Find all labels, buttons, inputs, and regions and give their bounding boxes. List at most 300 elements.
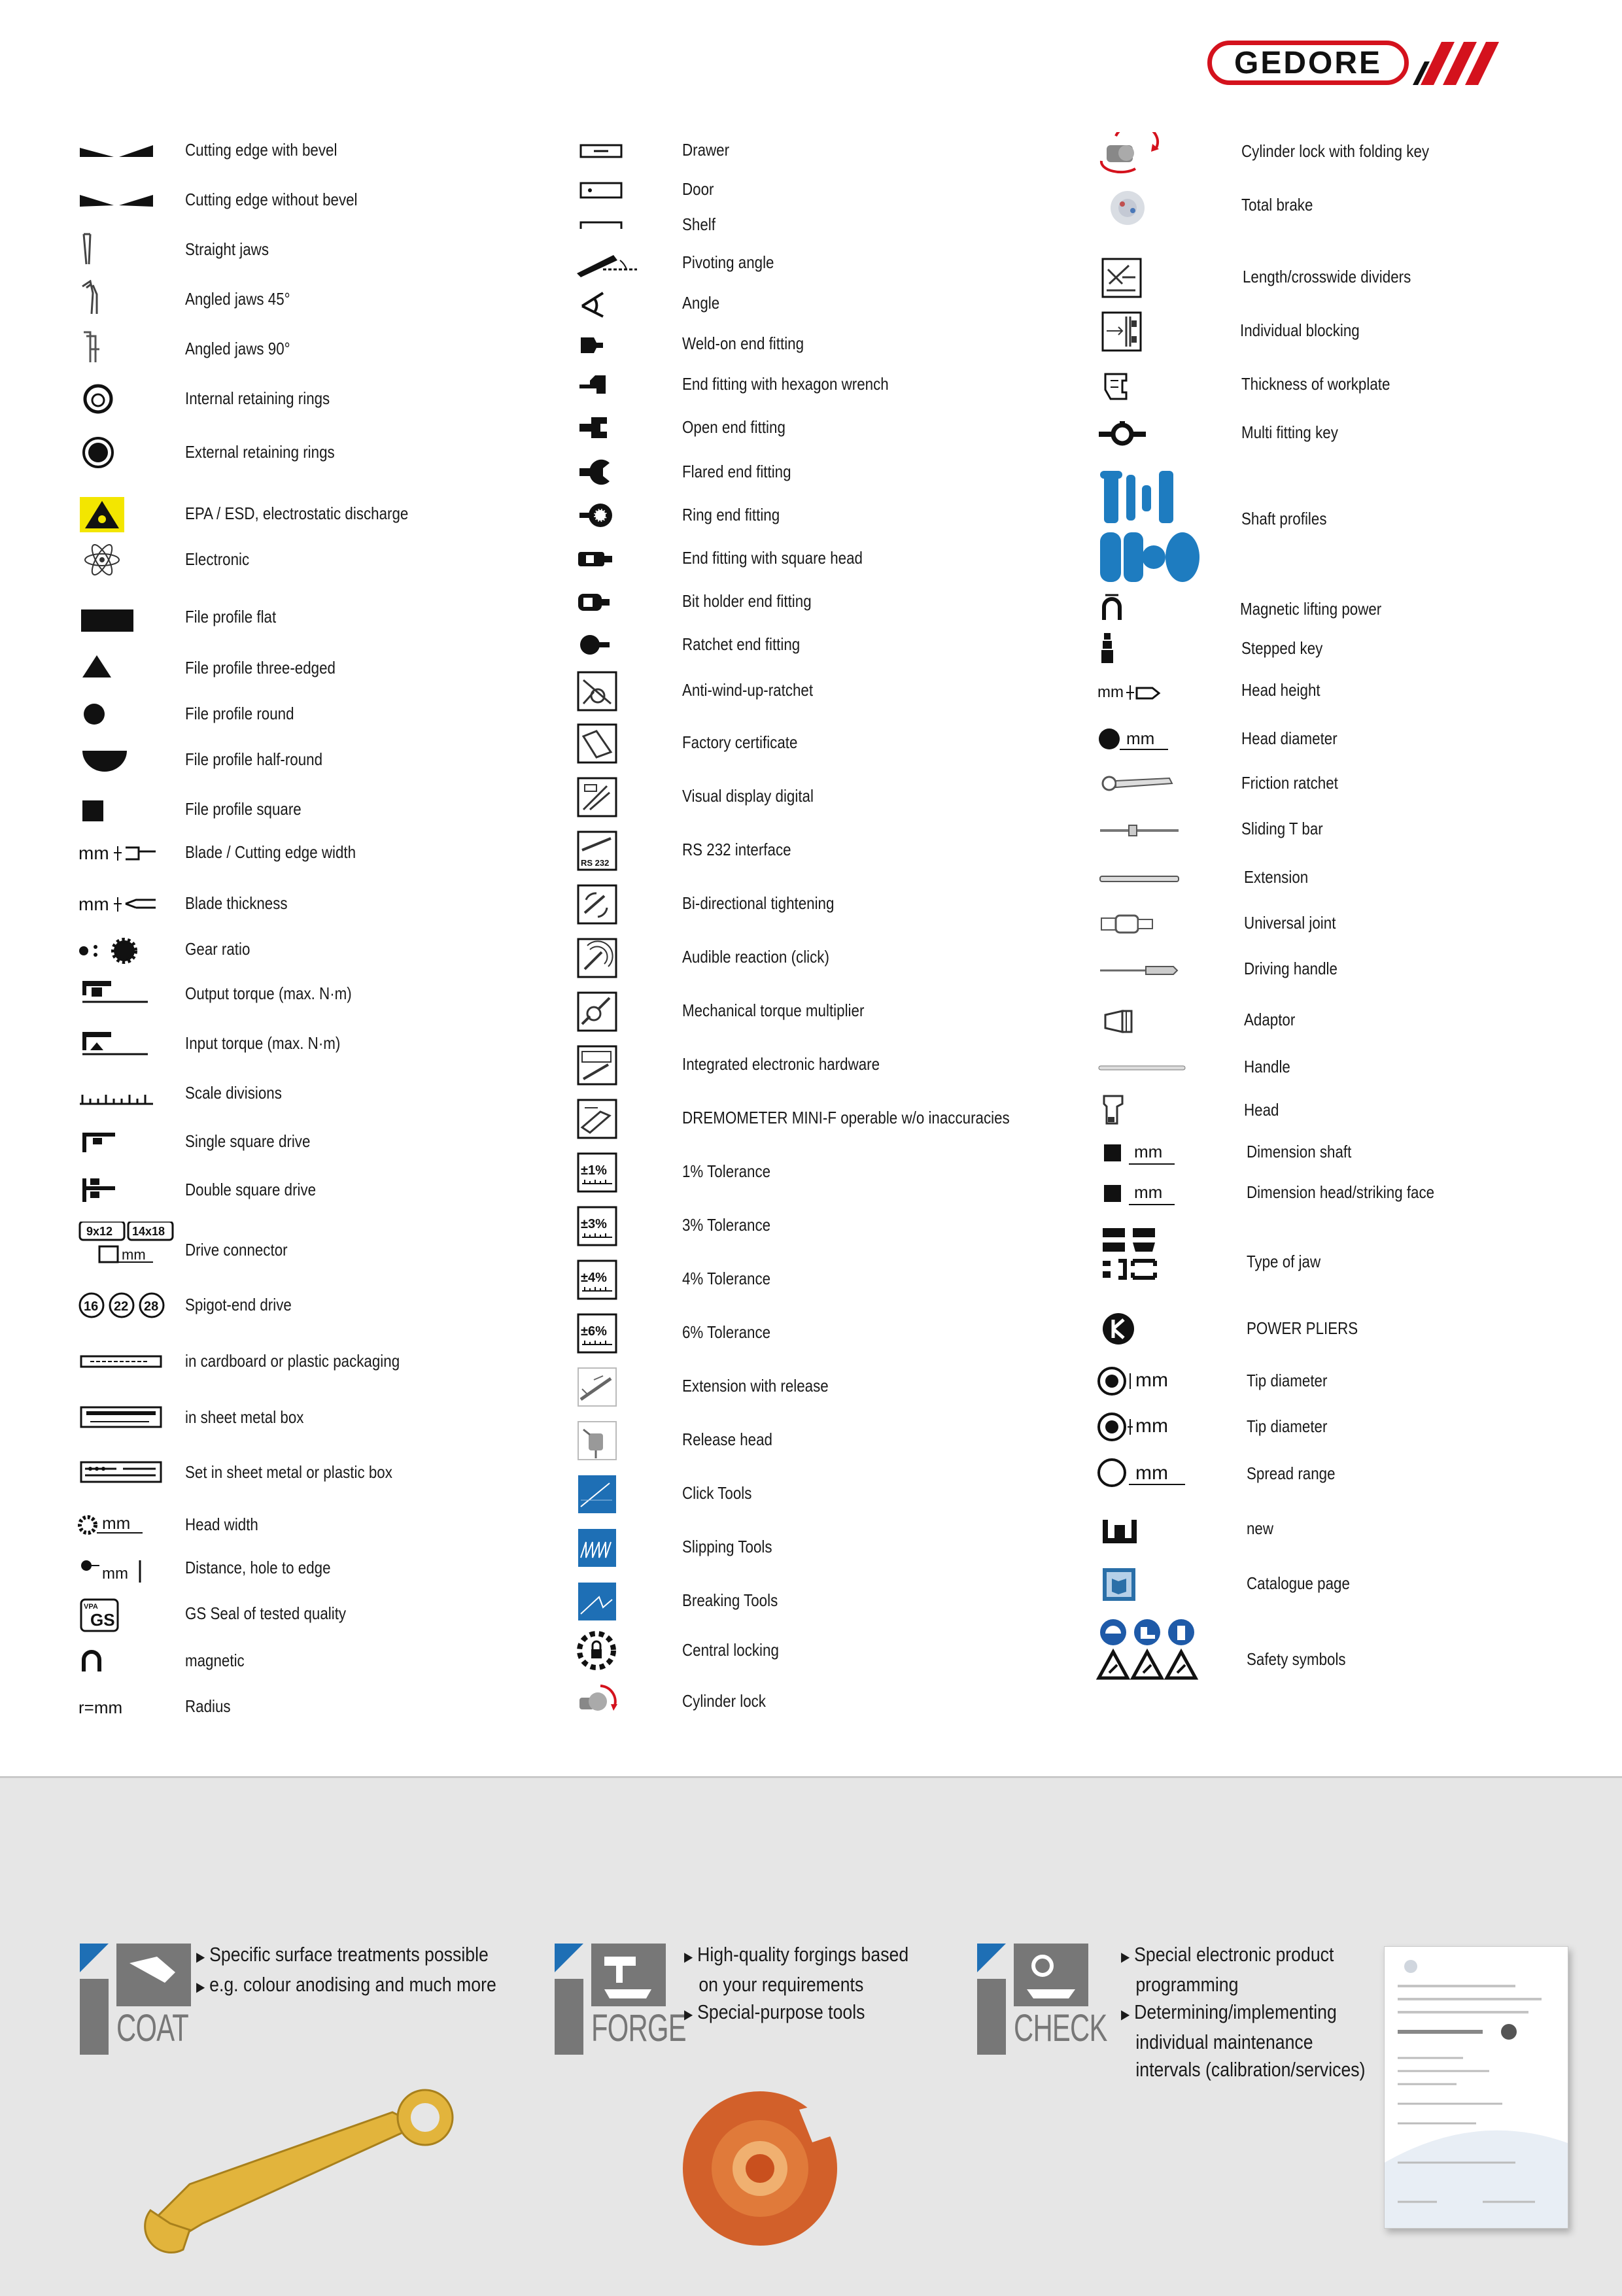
legend-label: Double square drive	[185, 1180, 317, 1199]
bit-holder-icon	[574, 582, 640, 621]
forged-disc-image	[668, 2083, 865, 2253]
legend-row	[574, 777, 1071, 816]
legend-label: Drive connector	[185, 1240, 288, 1259]
legend-label: 1% Tolerance	[682, 1161, 771, 1181]
legend-label: Sliding T bar	[1241, 819, 1323, 838]
legend-row	[77, 884, 574, 923]
angled-jaws-90-icon	[77, 330, 143, 369]
legend-row	[1096, 629, 1593, 668]
bidirectional-icon	[574, 884, 640, 923]
legend-row	[574, 496, 1071, 535]
central-lock-icon	[574, 1631, 640, 1670]
legend-row	[1096, 764, 1593, 803]
bullet-item: programming	[1135, 1973, 1239, 1996]
legend-row	[77, 930, 574, 969]
rs232-icon	[574, 831, 640, 870]
tolerance-tag: ±1%	[581, 1163, 607, 1178]
mm-label: mm	[1097, 683, 1124, 701]
dividers-icon	[1096, 258, 1162, 297]
legend-row	[77, 740, 574, 780]
legend-label: Blade thickness	[185, 893, 288, 913]
legend-row	[1096, 1048, 1593, 1087]
mm-label: mm	[1126, 728, 1155, 748]
legend-row	[574, 1420, 1071, 1460]
legend-row	[77, 230, 574, 269]
tolerance-tag: ±3%	[581, 1217, 607, 1231]
legend-label: RS 232 interface	[682, 840, 791, 859]
legend-label: Factory certificate	[682, 732, 798, 752]
legend-row	[1096, 1362, 1593, 1401]
check-badge	[977, 1944, 1107, 2055]
coat-word: COAT	[116, 2007, 189, 2049]
legend-label: Multi fitting key	[1241, 422, 1338, 442]
legend-label: Individual blocking	[1240, 320, 1360, 340]
legend-label: Flared end fitting	[682, 462, 791, 481]
external-ring-icon	[77, 433, 143, 472]
legend-row	[77, 1222, 574, 1261]
flared-end-icon	[574, 453, 640, 492]
legend-label: Anti-wind-up-ratchet	[682, 680, 814, 700]
legend-row	[1096, 1509, 1593, 1549]
forge-bullets	[684, 1941, 945, 2029]
legend-label: in sheet metal box	[185, 1407, 304, 1427]
blocking-icon	[1096, 311, 1162, 351]
legend-label: Total brake	[1241, 195, 1313, 214]
head-icon	[1096, 1091, 1162, 1130]
size-label: 9x12	[86, 1225, 113, 1238]
legend-label: Head	[1244, 1100, 1279, 1120]
legend-row	[77, 1171, 574, 1210]
head-diameter-icon	[1096, 719, 1162, 759]
legend-row	[77, 379, 574, 419]
legend-label: DREMOMETER MINI-F operable w/o inaccuracies	[682, 1108, 1010, 1127]
click-tools-icon	[574, 1474, 640, 1513]
legend-label: magnetic	[185, 1651, 245, 1670]
legend-row	[77, 649, 574, 688]
gs-seal-icon	[77, 1594, 143, 1634]
single-drive-icon	[77, 1122, 143, 1161]
legend-row	[77, 694, 574, 734]
audible-icon	[574, 938, 640, 977]
legend-row	[574, 1259, 1071, 1299]
legend-label: POWER PLIERS	[1247, 1318, 1358, 1338]
bullet-item: ▶ Special-purpose tools	[684, 2000, 865, 2023]
extension-icon	[1096, 858, 1162, 897]
mm-label: mm	[1135, 1369, 1168, 1391]
legend-label: Tip diameter	[1247, 1371, 1328, 1390]
legend-label: Ring end fitting	[682, 505, 780, 524]
legend-row	[574, 1313, 1071, 1352]
mm-label: mm	[102, 1565, 128, 1583]
legend-label: File profile three-edged	[185, 658, 336, 677]
legend-label: Adaptor	[1244, 1010, 1296, 1029]
legend-label: Angled jaws 45°	[185, 289, 290, 309]
angled-jaws-45-icon	[77, 280, 143, 319]
magnet-lift-icon	[1096, 590, 1162, 629]
legend-row	[77, 598, 574, 637]
legend-label: Visual display digital	[682, 786, 814, 806]
legend-row	[574, 205, 1071, 245]
legend-row	[574, 1367, 1071, 1406]
legend-row	[574, 539, 1071, 578]
legend-label: Slipping Tools	[682, 1537, 772, 1556]
catalogue-icon	[1096, 1564, 1162, 1603]
legend-label: Pivoting angle	[682, 252, 774, 272]
legend-label: Dimension shaft	[1247, 1142, 1352, 1161]
mm-label: mm	[122, 1246, 146, 1263]
legend-row	[574, 1631, 1071, 1670]
legend-label: Mechanical torque multiplier	[682, 1001, 865, 1020]
legend-row	[1096, 1133, 1593, 1172]
mm-label: mm	[1135, 1462, 1168, 1484]
tolerance-1-icon	[574, 1152, 640, 1191]
legend-row	[574, 938, 1071, 977]
legend-row	[1096, 1228, 1593, 1271]
weld-on-icon	[574, 324, 640, 364]
legend-row	[77, 1594, 574, 1634]
legend-label: End fitting with hexagon wrench	[682, 374, 889, 394]
total-brake-icon	[1096, 186, 1162, 225]
legend-row	[77, 433, 574, 472]
tolerance-3-icon	[574, 1206, 640, 1245]
hardware-icon	[574, 1045, 640, 1084]
legend-label: Angle	[682, 293, 720, 313]
cylinder-lock-icon	[574, 1682, 640, 1721]
legend-label: Integrated electronic hardware	[682, 1054, 880, 1074]
scale-icon	[77, 1074, 143, 1113]
legend-label: Head width	[185, 1515, 258, 1534]
legend-label: Spread range	[1247, 1464, 1336, 1483]
legend-label: Set in sheet metal or plastic box	[185, 1462, 392, 1482]
tolerance-tag: ±6%	[581, 1324, 607, 1339]
logo-wordmark: GEDORE	[1234, 45, 1383, 80]
legend-row	[574, 1474, 1071, 1513]
legend-label: Safety symbols	[1247, 1649, 1346, 1669]
legend-row	[574, 243, 1071, 283]
legend-row	[574, 1045, 1071, 1084]
certificate-icon	[574, 723, 640, 762]
legend-row	[77, 1342, 574, 1381]
legend-label: Angled jaws 90°	[185, 339, 290, 358]
legend-label: Ratchet end fitting	[682, 634, 801, 654]
tolerance-4-icon	[574, 1259, 640, 1299]
legend-row	[1096, 858, 1593, 897]
cardboard-box-icon	[77, 1342, 143, 1381]
legend-label: Magnetic lifting power	[1240, 599, 1382, 619]
bullet-item: ▶ e.g. colour anodising and much more	[196, 1973, 496, 1996]
legend-row	[574, 1528, 1071, 1567]
legend-label: Gear ratio	[185, 939, 250, 959]
drawer-icon	[574, 131, 640, 170]
angle-icon	[574, 284, 640, 323]
legend-row	[1096, 365, 1593, 404]
legend-label: Electronic	[185, 549, 250, 569]
legend-row	[1096, 1309, 1593, 1348]
legend-label: Output torque (max. N·m)	[185, 984, 352, 1003]
legend-label: Head height	[1241, 680, 1320, 700]
gs-label: GS	[90, 1610, 115, 1630]
legend-row	[574, 365, 1071, 404]
spigot-size-label: 22	[114, 1299, 129, 1314]
mm-label: mm	[1135, 1415, 1168, 1437]
legend-row	[77, 180, 574, 220]
legend-row	[1096, 810, 1593, 849]
legend-label: Cutting edge without bevel	[185, 190, 358, 209]
legend-row	[574, 625, 1071, 664]
legend-label: Stepped key	[1241, 638, 1323, 658]
legend-row	[574, 1206, 1071, 1245]
legend-row	[1096, 186, 1593, 225]
legend-row	[574, 671, 1071, 710]
file-square-icon	[77, 790, 143, 829]
legend-label: Dimension head/striking face	[1247, 1182, 1435, 1202]
legend-row	[574, 131, 1071, 170]
check-word: CHECK	[1014, 2007, 1107, 2049]
legend-row	[574, 1682, 1071, 1721]
ratchet-end-icon	[574, 625, 640, 664]
legend-label: Friction ratchet	[1241, 773, 1338, 793]
legend-row	[77, 974, 574, 1014]
legend-label: End fitting with square head	[682, 548, 863, 568]
breaking-tools-icon	[574, 1581, 640, 1620]
legend-label: Extension	[1244, 867, 1309, 887]
workplate-icon	[1096, 365, 1162, 404]
legend-row	[1096, 1617, 1593, 1669]
legend-label: 4% Tolerance	[682, 1269, 771, 1288]
legend-label: Straight jaws	[185, 239, 269, 259]
double-drive-icon	[77, 1171, 143, 1210]
internal-ring-icon	[77, 379, 143, 419]
slipping-tools-icon	[574, 1528, 640, 1567]
legend-label: File profile half-round	[185, 749, 323, 769]
legend-row	[1096, 413, 1593, 453]
legend-label: Release head	[682, 1430, 773, 1449]
legend-label: Radius	[185, 1696, 231, 1716]
legend-row	[77, 1687, 574, 1726]
output-torque-icon	[77, 974, 143, 1014]
legend-row	[574, 884, 1071, 923]
display-icon	[574, 777, 640, 816]
legend-row	[1096, 1173, 1593, 1212]
magnet-icon	[77, 1641, 143, 1681]
legend-label: Type of jaw	[1247, 1252, 1321, 1271]
dimension-shaft-icon	[1096, 1133, 1162, 1172]
power-pliers-icon	[1096, 1309, 1162, 1348]
legend-label: Input torque (max. N·m)	[185, 1033, 341, 1053]
mm-label: mm	[1134, 1142, 1163, 1161]
legend-row	[574, 170, 1071, 209]
legend-label: Single square drive	[185, 1131, 311, 1151]
legend-label: Blade / Cutting edge width	[185, 842, 356, 862]
gold-wrench-image	[144, 2086, 510, 2256]
legend-row	[1096, 590, 1593, 629]
legend-row	[574, 284, 1071, 323]
legend-row	[77, 1024, 574, 1063]
legend-label: Extension with release	[682, 1376, 829, 1396]
legend-label: Bit holder end fitting	[682, 591, 812, 611]
extension-release-icon	[574, 1367, 640, 1406]
bullet-item: ▶ Special electronic product	[1121, 1943, 1334, 1966]
legend-row	[1096, 1407, 1593, 1447]
door-icon	[574, 170, 640, 209]
multi-key-icon	[1096, 413, 1162, 453]
input-torque-icon	[77, 1024, 143, 1063]
legend-label: 3% Tolerance	[682, 1215, 771, 1235]
gedore-logo	[1207, 38, 1500, 89]
bullet-item: ▶ Determining/implementing	[1121, 2000, 1337, 2023]
radius-label: r=mm	[78, 1698, 123, 1717]
legend-label: Spigot-end drive	[185, 1295, 292, 1314]
tip-diameter-2-icon	[1096, 1407, 1168, 1447]
blade-width-icon	[77, 833, 143, 872]
legend-label: Thickness of workplate	[1241, 374, 1390, 394]
cutting-edge-no-bevel-icon	[77, 180, 143, 220]
coat-badge	[80, 1944, 191, 2055]
legend-row	[77, 494, 574, 534]
size-label: 14x18	[132, 1225, 165, 1238]
legend-row	[574, 1099, 1071, 1138]
legend-row	[77, 131, 574, 170]
legend-label: Drawer	[682, 140, 730, 160]
straight-jaws-icon	[77, 230, 143, 269]
legend-label: Universal joint	[1244, 913, 1336, 933]
metal-box-icon	[77, 1398, 143, 1437]
cutting-edge-bevel-icon	[77, 131, 143, 170]
drive-connector-icon	[77, 1222, 165, 1263]
legend-row	[1096, 904, 1593, 943]
legend-label: File profile flat	[185, 607, 277, 626]
legend-label: Central locking	[682, 1640, 779, 1660]
coat-bullets	[196, 1941, 545, 2001]
legend-label: Weld-on end fitting	[682, 334, 804, 353]
legend-label: Cylinder lock	[682, 1691, 766, 1711]
legend-row	[574, 324, 1071, 364]
legend-row	[77, 1549, 574, 1588]
legend-label: External retaining rings	[185, 442, 335, 462]
mm-label: mm	[78, 894, 109, 914]
universal-joint-icon	[1096, 904, 1162, 943]
forge-word: FORGE	[591, 2007, 686, 2049]
legend-label: Tip diameter	[1247, 1416, 1328, 1436]
dimension-head-icon	[1096, 1173, 1162, 1212]
legend-label: Breaking Tools	[682, 1590, 778, 1610]
set-box-icon	[77, 1453, 143, 1492]
pivot-angle-icon	[574, 243, 640, 283]
tolerance-tag: ±4%	[581, 1271, 607, 1285]
legend-row	[1096, 1564, 1593, 1603]
legend-row	[574, 582, 1071, 621]
folding-key-lock-icon	[1096, 132, 1162, 171]
file-round-icon	[77, 694, 143, 734]
legend-label: Door	[682, 179, 714, 199]
legend-label: Distance, hole to edge	[185, 1558, 331, 1577]
vpa-label: VPA	[84, 1603, 98, 1611]
file-flat-icon	[77, 598, 143, 637]
legend-row	[574, 831, 1071, 870]
tip-diameter-icon	[1096, 1362, 1168, 1401]
legend-label: Audible reaction (click)	[682, 947, 829, 967]
spigot-size-label: 28	[144, 1299, 159, 1314]
square-head-icon	[574, 539, 640, 578]
sliding-t-icon	[1096, 810, 1162, 849]
legend-row	[77, 1286, 574, 1325]
legend-row	[1096, 258, 1593, 297]
logo-stripes-icon	[1413, 38, 1500, 89]
handle-icon	[1096, 1048, 1162, 1087]
mm-label: mm	[1134, 1182, 1163, 1202]
release-head-icon	[574, 1420, 640, 1460]
legend-label: Head diameter	[1241, 728, 1337, 748]
legend-row	[77, 790, 574, 829]
legend-label: Scale divisions	[185, 1083, 282, 1103]
file-triangle-icon	[77, 649, 143, 688]
legend-label: Shelf	[682, 214, 716, 234]
legend-row	[1096, 1091, 1593, 1130]
legend-label: Cutting edge with bevel	[185, 140, 337, 160]
hole-edge-icon	[77, 1549, 143, 1588]
gear-ratio-icon	[77, 930, 143, 969]
legend-label: in cardboard or plastic packaging	[185, 1351, 400, 1371]
legend-label: 6% Tolerance	[682, 1322, 771, 1342]
legend-row	[1096, 671, 1593, 710]
spigot-icon	[77, 1286, 159, 1325]
legend-row	[574, 1581, 1071, 1620]
legend-row	[77, 1505, 574, 1545]
legend-label: Catalogue page	[1247, 1573, 1350, 1593]
legend-row	[77, 1398, 574, 1437]
bullet-item: intervals (calibration/services)	[1135, 2058, 1366, 2081]
friction-ratchet-icon	[1096, 764, 1162, 803]
driving-handle-icon	[1096, 950, 1162, 989]
file-half-round-icon	[77, 740, 143, 780]
legend-label: Bi-directional tightening	[682, 893, 835, 913]
adaptor-icon	[1096, 1001, 1162, 1040]
dremometer-icon	[574, 1099, 640, 1138]
legend-label: EPA / ESD, electrostatic discharge	[185, 504, 409, 523]
stepped-key-icon	[1096, 629, 1162, 668]
legend-row	[1096, 719, 1593, 759]
spread-range-icon	[1096, 1454, 1168, 1494]
head-height-icon	[1096, 671, 1162, 710]
legend-row	[77, 280, 574, 319]
legend-row	[574, 408, 1071, 447]
legend-row	[77, 833, 574, 872]
legend-row	[1096, 1454, 1593, 1494]
bullet-item: individual maintenance	[1135, 2030, 1313, 2053]
legend-row	[1096, 471, 1593, 528]
shaft-profiles-icon	[1096, 471, 1162, 510]
legend-row	[77, 1074, 574, 1113]
legend-label: Length/crosswide dividers	[1243, 267, 1411, 286]
legend-row	[77, 1453, 574, 1492]
atom-icon	[77, 540, 143, 579]
legend-label: Internal retaining rings	[185, 388, 330, 408]
multiplier-icon	[574, 991, 640, 1031]
certificate-image	[1384, 1946, 1568, 2229]
legend-row	[1096, 1001, 1593, 1040]
legend-row	[574, 453, 1071, 492]
spigot-size-label: 16	[84, 1299, 99, 1314]
esd-icon	[77, 494, 143, 534]
legend-label: GS Seal of tested quality	[185, 1603, 347, 1623]
legend-label: Shaft profiles	[1241, 509, 1327, 528]
legend-row	[77, 540, 574, 579]
ring-end-icon	[574, 496, 640, 535]
legend-label: Cylinder lock with folding key	[1241, 141, 1430, 161]
legend-label: Click Tools	[682, 1483, 752, 1503]
legend-row	[77, 1122, 574, 1161]
legend-row	[1096, 132, 1593, 171]
